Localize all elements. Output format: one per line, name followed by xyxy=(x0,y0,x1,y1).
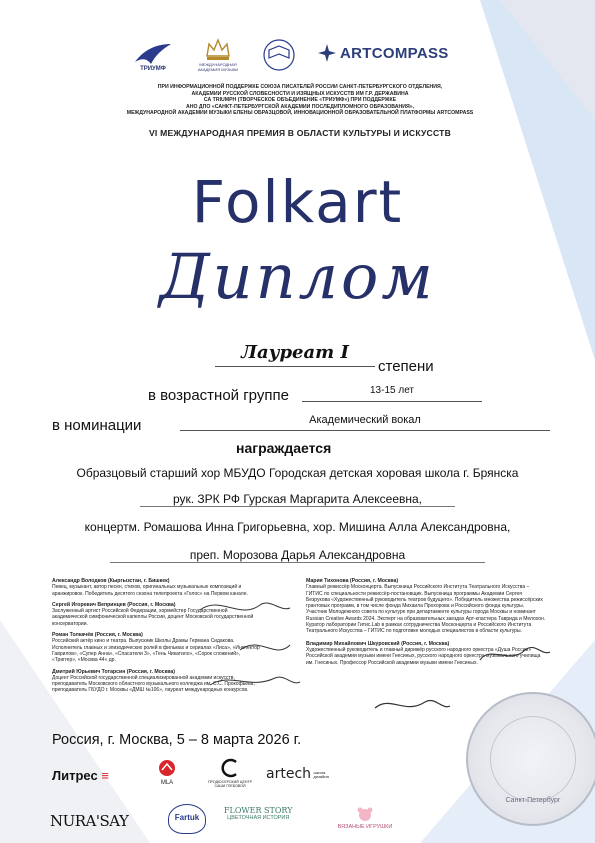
sponsor-toys: ВЯЗАНЫЕ ИГРУШКИ xyxy=(330,806,400,830)
sponsor-litres: Литрес ≡ xyxy=(52,768,109,783)
producer-c-icon xyxy=(218,758,242,778)
nomination-value: Академический вокал xyxy=(180,414,550,431)
brand-title: Folkart xyxy=(191,168,404,236)
jury-member: Мария Тихонова (Россия, г. Москва) Главный режиссёр Москонцерта. Выпускница Российского Института Театрального Искусства – ГИТИС по специальности режиссёр-постановщик. Выпускница программы Академии Сергея Безрукова «Художественный руководитель театров будущего». Победитель множества режиссёрских грантовых программ, в том числе фонда Михаила Прохорова и Российского фонда культуры. Участник Молодежного совета по культуре при департаменте культуры города Москвы и номинант Russian Creative Awards 2024. Эксперт на образовательных заездах Арт-кластера Таврида и Мелохон. Куратор лаборатории Гитис.Lab в рамках сотрудничества Москонцерта и Российского Института Театрального Искусства – ГИТИС по подготовке молодых специалистов в области культуры. xyxy=(306,578,546,635)
awarded-label: награждается xyxy=(236,440,332,456)
jury-member: Дмитрий Юрьевич Тотарсин (Россия, г. Москва) Доцент Российской государственной специализированной академии искусств, преподаватель Московского областного музыкального колледжа им. С.С. Прокофьева, преподаватель ГБУДО г. Москвы «ДМШ №106», лауреат международных конкурсов. xyxy=(52,668,255,694)
book-emblem-icon xyxy=(261,38,297,72)
recipient-line-4: преп. Морозова Дарья Александровна xyxy=(110,548,485,563)
sponsor-mla: MLA xyxy=(152,758,182,786)
recipient-line-3: концертм. Ромашова Инна Григорьевна, хор. Мишина Алла Александровна, xyxy=(84,520,511,534)
seal-stamp xyxy=(466,692,595,826)
sponsor-flower-story: FLOWER STORY ЦВЕТОЧНАЯ ИСТОРИЯ xyxy=(224,806,293,821)
seal-inner-ring xyxy=(490,716,576,802)
artcompass-logo: ARTCOMPASS xyxy=(318,44,449,62)
seal-text: Санкт-Петербург xyxy=(505,797,561,804)
age-label: в возрастной группе xyxy=(148,387,289,404)
nomination-label: в номинации xyxy=(52,417,142,434)
jury-member: Владимир Михайлович Шкуровский (Россия, г. Москва) Художественный руководитель и главный дирижёр русского народного оркестра «Душа России» Российской академии музыки имени Гнесиных, русского народного оркестра музыкального училища им. Гнесиных. Профессор Российской академии музыки имени Гнесиных. xyxy=(306,640,541,666)
recipient-line-1: Образцовый старший хор МБУДО Городская детская хоровая школа г. Брянска xyxy=(76,466,519,480)
bird-icon xyxy=(133,42,173,66)
laureat-value: Лауреат I xyxy=(215,342,375,367)
crown-icon xyxy=(203,36,233,62)
recipient-line-2: рук. ЗРК РФ Гурская Маргарита Алексеевна, xyxy=(140,492,455,507)
jury-member: Роман Толкачёв (Россия, г. Москва) Российский актёр кино и театра. Выпускник Школы Драмы Германа Сидакова. Исполнитель главных и эпизодических ролей в фильмах и сериалах «Лиса», «Инспектор Гаврилов», «Супер Анна», «Спасатели 3», «Тень Чикатило», «Сорок сложений», «Триггер», «Москва 44» др. xyxy=(52,632,260,664)
compass-icon xyxy=(318,44,336,62)
age-value: 13-15 лет xyxy=(302,385,482,402)
jury-member: Сергей Игоревич Вепринцев (Россия, г. Москва) Заслуженный артист Российской Федерации, хормейстер Государственной академической симфонической капеллы России, доцент Московской государственной консерватории. xyxy=(52,601,254,627)
sponsor-fartuk: Fartuk xyxy=(168,804,206,834)
academy-logo: МЕЖДУНАРОДНАЯ АКАДЕМИЯ МУЗЫКИ xyxy=(190,36,246,72)
degree-label: степени xyxy=(378,358,434,375)
diploma-title: Диплом xyxy=(159,240,436,313)
triumph-logo: ТРИУМФ xyxy=(128,42,178,72)
premium-title: VI МЕЖДУНАРОДНАЯ ПРЕМИЯ В ОБЛАСТИ КУЛЬТУРЫ И ИСКУССТВ xyxy=(149,128,451,138)
litres-mark-icon: ≡ xyxy=(101,768,109,783)
jury-member: Александр Володков (Кыргызстан, г. Бишкек) Певец, музыкант, автор песен, стихов, оригинальных музыкальных композиций и аранжировок. Победитель десятого сезона телепроекта «Голос» на Первом канале. xyxy=(52,578,248,597)
event-date: Россия, г. Москва, 5 – 8 марта 2026 г. xyxy=(52,732,302,748)
organizers-text: ПРИ ИНФОРМАЦИОННОЙ ПОДДЕРЖКЕ СОЮЗА ПИСАТЕЛЕЙ РОССИИ САНКТ-ПЕТЕРБУРГСКОГО ОТДЕЛЕНИЯ, АКАДЕМИИ РУССКОЙ СЛОВЕСНОСТИ И ИЗЯЩНЫХ ИСКУССТВ ИМ Г.Р. ДЕРЖАВИНА СА TRIUMPH (ТВОРЧЕСКОЕ ОБЪЕДИНЕНИЕ «ТРИУМФ») ПРИ ПОДДЕРЖКЕ АНО ДПО «САНКТ-ПЕТЕРБУРГСКОЙ АКАДЕМИИ ПОСЛЕДИПЛОМНОГО ОБРАЗОВАНИЯ», МЕЖДУНАРОДНОЙ АКАДЕМИИ МУЗЫКИ ЕЛЕНЫ ОБРАЗЦОВОЙ, ИННОВАЦИОННОЙ ОБРАЗОВАТЕЛЬНОЙ ПЛАТФОРМЫ ARTCOMPASS xyxy=(126,84,474,117)
sponsor-nurasay: NURA'SAY xyxy=(50,812,129,830)
mla-emblem-icon xyxy=(156,758,178,778)
sponsor-producer-center: ПРОДЮСЕРСКИЙ ЦЕНТР САШИ ГЛЕБОВОЙ xyxy=(205,758,255,788)
toy-bear-icon xyxy=(354,806,376,822)
partner-logos-top xyxy=(128,28,488,72)
spb-academy-logo xyxy=(254,38,304,72)
sponsor-artech: artech школа дизайна xyxy=(266,766,329,782)
